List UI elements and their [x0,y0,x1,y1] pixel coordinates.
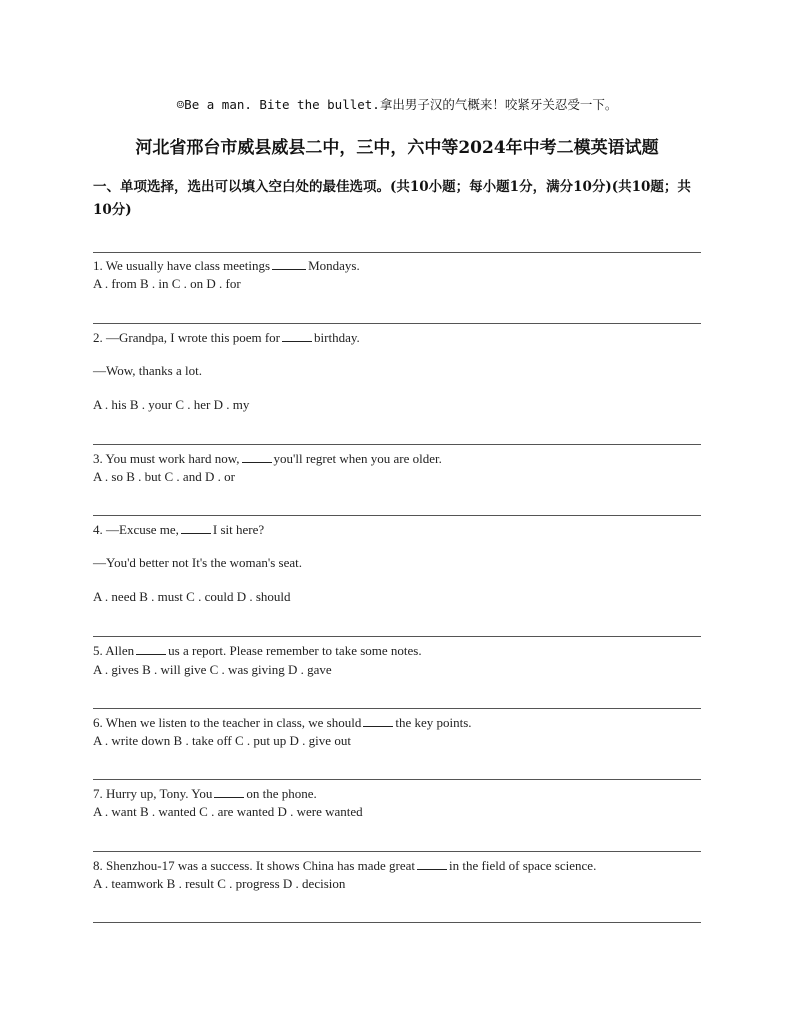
divider [93,636,701,637]
question-stem: 5. Allen us a report. Please remember to take some notes. [93,643,422,658]
question-reply: —You'd better not It's the woman's seat. [93,555,302,570]
question-stem: 8. Shenzhou-17 was a success. It shows China has made great in the field of space science. [93,858,597,873]
divider [93,922,701,923]
divider [93,323,701,324]
answer-blank [242,451,272,463]
question-options: A . gives B . will give C . was giving D . gave [93,662,332,677]
section-heading: 一、单项选择，选出可以填入空白处的最佳选项。(共10小题；每小题1分，满分10分)(共10题；共10分) [93,179,691,218]
question-stem: 7. Hurry up, Tony. You on the phone. [93,786,317,801]
answer-blank [136,643,166,655]
divider [93,444,701,445]
question-stem: 6. When we listen to the teacher in class, we should the key points. [93,715,472,730]
answer-blank [214,786,244,798]
answer-blank [363,715,393,727]
divider [93,515,701,516]
divider [93,708,701,709]
divider [93,252,701,253]
question-stem: 4. —Excuse me, I sit here? [93,522,265,537]
answer-blank [282,330,312,342]
question-options: A . want B . wanted C . are wanted D . were wanted [93,804,363,819]
question-reply: —Wow, thanks a lot. [93,363,202,378]
question-options: A . from B . in C . on D . for [93,276,241,291]
question-stem: 3. You must work hard now, you'll regret when you are older. [93,451,442,466]
divider [93,851,701,852]
motto-text: ☺Be a man. Bite the bullet.拿出男子汉的气概来！咬紧牙关忍受一下。 [176,97,618,112]
question-stem: 2. —Grandpa, I wrote this poem for birthday. [93,330,360,345]
question-stem: 1. We usually have class meetings Mondays. [93,258,360,273]
question-options: A . need B . must C . could D . should [93,589,291,604]
answer-blank [417,858,447,870]
question-options: A . teamwork B . result C . progress D . decision [93,876,346,891]
answer-blank [181,522,211,534]
question-options: A . so B . but C . and D . or [93,469,235,484]
question-options: A . write down B . take off C . put up D . give out [93,733,351,748]
answer-blank [272,258,306,270]
question-options: A . his B . your C . her D . my [93,397,250,412]
divider [93,779,701,780]
exam-title: 河北省邢台市威县威县二中，三中，六中等2024年中考二模英语试题 [135,138,659,158]
